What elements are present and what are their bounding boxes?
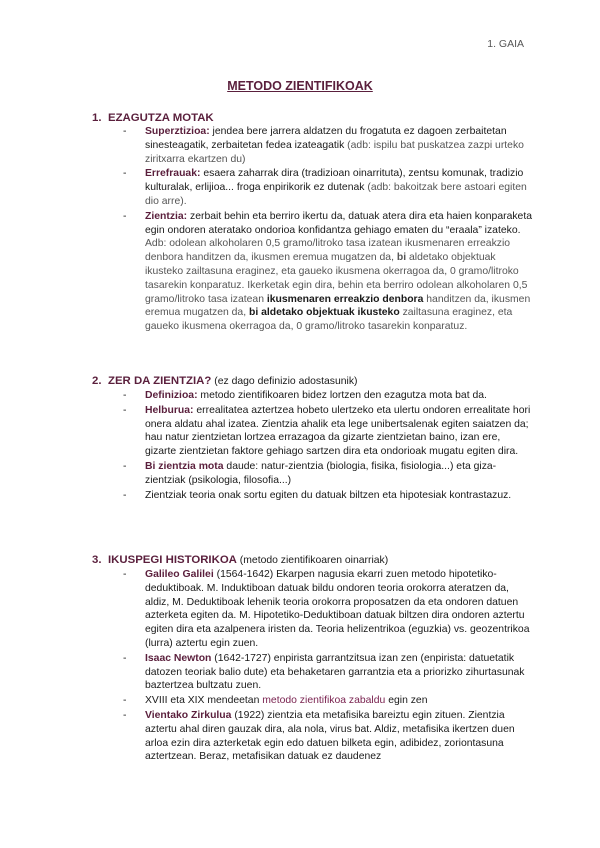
item-text: (1922) zientzia eta metafisika bareiztu egin zituen. Zientzia aztertu ahal diren gauzak dira, ala nola, virus bat. Aldiz, metafisika ikertzen duen arloa ezin dira azterketak egin edo datuen bilketa egin, adibidez, zoriontasuna aztertzean. Beraz, metafisikan datuak ez daudenez (145, 709, 515, 763)
section-heading (92, 374, 532, 389)
section-subtitle: (metodo zientifikoaren oinarriak) (236, 555, 389, 566)
item-example: (adb: ispilu bat puskatzea zazpi urteko ziritxarra ekartzen du) (145, 139, 524, 165)
section-number: 2. (92, 375, 102, 387)
item-emphasis: bi (396, 252, 407, 264)
item-list (92, 389, 532, 502)
list-item (145, 125, 532, 166)
item-text: esaera zaharrak dira (tradizioan oinarrituta), zentsu komunak, tradizio kulturalak, erlijioa... froga enpirikorik ez dutenak (145, 168, 524, 194)
list-item (145, 489, 532, 503)
item-emphasis: ikusmenaren erreakzio denbora (266, 293, 424, 305)
item-example: handitzen da, ikusmen eremua mugatzen da, (145, 293, 531, 319)
list-item (145, 167, 532, 208)
list-item (145, 210, 532, 334)
section-ezagutza-motak (92, 111, 532, 335)
list-item (145, 709, 532, 764)
item-text: jendea bere jarrera aldatzen du frogatuta ez dagoen zerbaitetan sinesteagatik, zerbaitetan fedea izateagatik (145, 126, 507, 151)
item-text: (1642-1727) enpirista garrantzitsua izan zen (enpirista: datuetatik datozen teoriak balio dute) eta behaketaren garrantzia eta a priorizko zihurtasunak baztertzea bultzatu zuen. (145, 652, 525, 692)
item-term: Isaac Newton (145, 652, 212, 664)
section-ikuspegi-historikoa (92, 553, 532, 765)
section-heading (92, 553, 532, 568)
section-title: IKUSPEGI HISTORIKOA (108, 554, 237, 566)
list-item (145, 568, 532, 651)
item-term: Definizioa: (145, 390, 198, 401)
item-example: (adb: bakoitzak bere astoari egiten dio arre). (145, 182, 527, 207)
item-text: egin zen (385, 695, 428, 707)
page-number: 1. GAIA (487, 38, 524, 50)
item-term: Bi zientzia mota (145, 460, 224, 472)
item-term: Vientako Zirkulua (145, 709, 232, 721)
section-subtitle: (ez dago definizio adostasunik) (211, 376, 358, 387)
list-item (145, 460, 532, 488)
item-term: Helburua: (145, 404, 194, 416)
item-example: Adb: odolean alkoholaren 0,5 gramo/litroko tasa izatean ikusmenaren erreakzio denbora handitzen da, ikusmen eremua mugatzen da, (145, 238, 511, 264)
item-text: metodo zientifikoaren bidez lortzen den ezagutza mota bat da. (197, 390, 487, 401)
list-item (145, 694, 532, 708)
item-example: zailtasuna eraginez, eta gaueko ikusmena okerragoa da, 0 gramo/litroko tasarekin konparatuz. (145, 307, 513, 333)
document-title: METODO ZIENTIFIKOAK (227, 79, 373, 93)
item-term: Errefrauak: (145, 168, 201, 180)
list-item (145, 404, 532, 459)
item-list (92, 125, 532, 334)
item-list (92, 568, 532, 764)
item-text: zerbait behin eta berriro ikertu da, datuak atera dira eta haien konparaketa egin ondoren ateratako ondorioa konfidantza gehiago ematen du “eraala” izateko. (145, 210, 532, 236)
list-item (145, 389, 532, 403)
item-term: Zientzia: (145, 210, 188, 222)
section-title: ZER DA ZIENTZIA? (108, 375, 212, 387)
item-term: Superztizioa: (145, 126, 210, 137)
section-zer-da-zientzia (92, 374, 532, 503)
item-text: XVIII eta XIX mendeetan (145, 695, 263, 707)
item-text: daude: natur-zientzia (biologia, fisika, fisiologia...) eta giza-zientziak (psikologia, filosofia...) (145, 460, 497, 486)
item-example: aldetako objektuak ikusteko zailtasuna eraginez, eta gaueko ikusmena okerragoa da, 0 gramo/litroko tasarekin konparatuz. Ikerketak egin dira, behin eta berriro odolean alkoholaren 0,5 gramo/litroko tasa izatean (145, 252, 528, 305)
section-number: 1. (92, 112, 102, 124)
list-item (145, 652, 532, 693)
section-title: EZAGUTZA MOTAK (108, 112, 214, 124)
section-number: 3. (92, 554, 102, 566)
inline-link[interactable]: metodo zientifikoa zabaldu (262, 695, 386, 707)
item-text: errealitatea aztertzea hobeto ulertzeko eta ulertu ondoren errealitate hori onera aldatu ahal izatea. Zientzia ahalik eta lege unibertsalenak egiten saiatzen da; hau natur zientzietan lortzea errazagoa da gizarte zientzietan baino, izan ere, gizarte zientzietan faktore gehiago sartzen dira eta ondorioak mugatu egiten dira. (145, 404, 531, 458)
item-term: Galileo Galilei (145, 569, 214, 580)
item-text: Zientziak teoria onak sortu egiten du datuak biltzen eta hipotesiak kontrastazuz. (145, 489, 512, 501)
item-text: (1564-1642) Ekarpen nagusia ekarri zuen metodo hipotetiko-deduktiboak. M. Induktiboan datuak bildu ondoren teoria orokorra ateratzen da, aldiz, M. Deduktiboak lehenik teoria orokorra proposatzen da eta ondoren datuen azterketa egiten da. M. Hipotetiko-Deduktiboan datuak biltzen dira ondoren aztertu egiten dira eta azalpenera iristen da. Teoria helizentrikoa (eguzkia) vs. geozentrikoa (lurra) aztertu egin zuen. (145, 569, 530, 649)
section-heading (92, 111, 532, 125)
item-emphasis: bi aldetako objektuak ikusteko (248, 307, 400, 319)
